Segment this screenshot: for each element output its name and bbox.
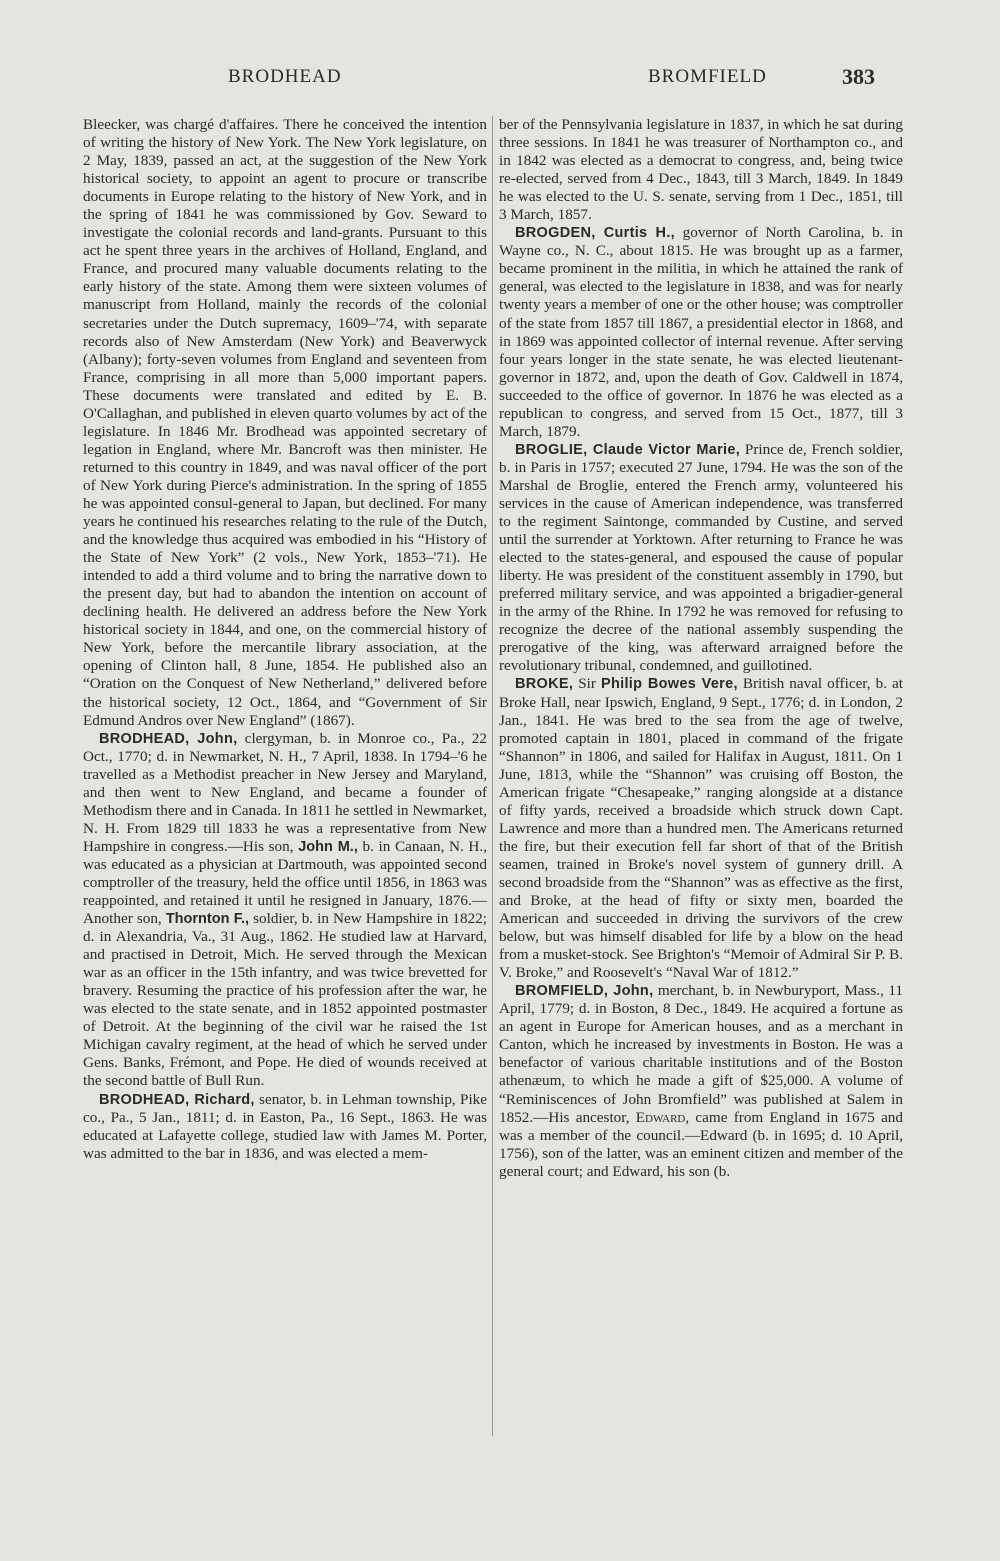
entry-subheading: John M., — [298, 838, 358, 855]
entry-text: soldier, b. in New Hampshire in 1822; d. in Alexandria, Va., 31 Aug., 1862. He studied law at Harvard, and practised in Detroit, Mich. He served through the Mexican war as an officer in the 15th infantry, and was twice brevetted for bravery. Resuming the practice of his profession after the war, he was elected to the state senate, and in 1852 appointed postmaster of Detroit. At the beginning of the civil war he raised the 1st Michigan cavalry regiment, at the head of which he served under Gens. Banks, Frémont, and Pope. He died of wounds received at the second battle of Bull Run. — [83, 910, 488, 1090]
entry-brogden — [499, 224, 903, 441]
entry-text: came from England in 1675 and was a member of the council.—Edward (b. in 1695; d. 10 April, 1756), son of the latter, was an eminent citizen and member of the general court; and Edward, his son (b. — [499, 1108, 903, 1180]
entry-text: b. in Canaan, N. H., was educated as a physician at Dartmouth, was appointed second comptroller of the treasury, held the office until 1856, in 1863 was reappointed, and retained it until he resigned in January, 1876.—Another son, — [83, 837, 487, 928]
entry-broglie — [499, 441, 903, 676]
continuation-paragraph: Bleecker, was chargé d'affaires. There he conceived the intention of writing the history of New York. The New York legislature, on 2 May, 1839, passed an act, at the suggestion of the New York historical society, to appoint an agent to procure or transcribe documents in Europe relating to the history of New York, and in the spring of 1841 he was commissioned by Gov. Seward to investigate the colonial records and land-grants. Pursuant to this act he spent three years in the archives of Holland, England, and France, and procured many valuable documents relating to the early history of the state. Among them were sixteen volumes of manuscript from Holland, mainly the records of the colonial secretaries under the Dutch supremacy, 1609–'74, with separate records also of New Amsterdam (New York) and Beaverwyck (Albany); forty-seven volumes from England and seventeen from France, comprising in all more than 5,000 important papers. These documents were translated and edited by E. B. O'Callaghan, and published in eleven quarto volumes by act of the legislature. In 1846 Mr. Brodhead was appointed secretary of legation in England, where Mr. Bancroft was then minister. He returned to this country in 1849, and was naval officer of the port of New York during Pierce's administration. In the spring of 1855 he was appointed consul-general to Japan, but declined. For many years he continued his researches relating to the rule of the Dutch, and the knowledge thus acquired was embodied in his “History of the State of New York” (2 vols., New York, 1853–'71). He intended to add a third volume and to bring the narrative down to the present day, but had to abandon the intention on account of declining health. He delivered an address before the New York historical society in 1844, and one, on the commercial history of New York, before the mercantile library association, at the opening of Clinton hall, 8 June, 1854. He published also an “Oration on the Conquest of New Netherland,” delivered before the historical society, 12 Oct., 1864, and “Government of Sir Edmund Andros over New England” (1867). — [83, 116, 487, 729]
entry-text: merchant, b. in Newburyport, Mass., 11 April, 1779; d. in Boston, 8 Dec., 1849. He acquired a fortune as an agent in Europe for American houses, and as a merchant in Canton, which he increased by investments in Boston. He was a benefactor of various charitable institutions and of the Boston athenæum, to which he made a gift of $25,000. A volume of “Reminiscences of John Bromfield” was published at Salem in 1852.—His ancestor, — [499, 982, 903, 1126]
left-column — [83, 116, 487, 1496]
entry-subheading: Thornton F., — [165, 911, 250, 928]
right-running-head: BROMFIELD — [648, 66, 767, 87]
entry-text: senator, b. in Lehman township, Pike co., Pa., 5 Jan., 1811; d. in Easton, Pa., 16 Sept., 1863. He was educated at Lafayette college, studied law with James M. Porter, was admitted to the bar in 1836, and was elected a mem- — [83, 1090, 488, 1162]
running-header — [0, 66, 1000, 96]
entry-heading: BROGLIE, Claude Victor Marie, — [515, 441, 741, 458]
entry-heading: Philip Bowes Vere, — [601, 676, 738, 693]
entry-heading: BROKE, — [515, 676, 574, 693]
page-number: 383 — [842, 64, 875, 89]
left-running-head: BRODHEAD — [228, 66, 342, 87]
entry-text: clergyman, b. in Monroe co., Pa., 22 Oct., 1770; d. in Newmarket, N. H., 7 April, 1838. In 1794–'6 he travelled as a Methodist preacher in New Jersey and Maryland, and then went to New England, and became a founder of Methodism there and in Canada. In 1811 he settled in Newmarket, N. H. From 1829 till 1833 he was a representative from New Hampshire in congress.—His son, — [83, 729, 487, 855]
entry-heading: BROMFIELD, John, — [515, 983, 654, 1000]
entry-title: Sir — [573, 675, 601, 693]
entry-heading: BRODHEAD, John, — [99, 730, 238, 747]
entry-brodhead-richard — [83, 1091, 487, 1163]
right-column — [499, 116, 903, 1496]
entry-text: British naval officer, b. at Broke Hall, near Ipswich, England, 9 Sept., 1776; d. in London, 2 Jan., 1841. He was bred to the sea from the age of twelve, promoted captain in 1801, placed in command of the frigate “Shannon” in 1806, and sailed for Halifax in August, 1811. On 1 June, 1813, while the “Shannon” was cruising off Boston, the American frigate “Chesapeake,” ranging alongside at a distance of fifty yards, received a broadside which struck down Capt. Lawrence and more than a hundred men. The Americans returned the fire, but their execution fell far short of that of the British seamen, trained in Broke's novel system of gunnery drill. A second broadside from the “Shannon” was as effective as the first, and Broke, at the head of fifty or sixty men, boarded the American and succeeded in driving the survivors of the crew below, but was himself disabled for life by a blow on the head from a musket-stock. See Brighton's “Memoir of Admiral Sir P. B. V. Broke,” and Roosevelt's “Naval War of 1812.” — [499, 675, 903, 982]
entry-heading: BROGDEN, Curtis H., — [515, 225, 675, 242]
entry-bromfield — [499, 982, 903, 1181]
entry-brodhead-john — [83, 730, 487, 1091]
continuation-paragraph: ber of the Pennsylvania legislature in 1837, in which he sat during three sessions. In 1841 he was treasurer of Northampton co., and in 1842 was elected as a democrat to congress, and, being twice re-elected, served from 4 Dec., 1843, till 3 March, 1849. In 1849 he was elected to the U. S. senate, serving from 1 Dec., 1851, till 3 March, 1857. — [499, 116, 903, 224]
entry-broke — [499, 675, 903, 982]
entry-small-caps-name: Edward, — [635, 1108, 690, 1126]
entry-heading: BRODHEAD, Richard, — [99, 1091, 255, 1108]
entry-text: governor of North Carolina, b. in Wayne co., N. C., about 1815. He was brought up as a farmer, became prominent in the militia, in which he attained the rank of general, was elected to the legislature in 1838, and was for nearly twenty years a member of one or the other house; was comptroller of the state from 1857 till 1867, a presidential elector in 1868, and in 1869 was appointed collector of internal revenue. After serving four years longer in the state senate, he was elected lieutenant-governor in 1872, and, upon the death of Gov. Caldwell in 1874, succeeded to the office of governor. In 1876 he was elected as a republican to congress, and served from 15 Oct., 1877, till 3 March, 1879. — [499, 224, 903, 440]
entry-text: Prince de, French soldier, b. in Paris in 1757; executed 27 June, 1794. He was the son of the Marshal de Broglie, entered the French army, volunteered his services in the cause of American independence, was transferred to the regiment Saintonge, commanded by Custine, and served until the surrender at Yorktown. After returning to France he was elected to the states-general, and espoused the cause of popular liberty. He was president of the constituent assembly in 1790, but preferred military service, and was appointed a brigadier-general in the army of the Rhine. In 1792 he was removed for refusing to recognize the decree of the national assembly suspending the prerogative of the king, was afterward arraigned before the revolutionary tribunal, condemned, and guillotined. — [499, 440, 903, 675]
column-divider — [492, 116, 493, 1436]
